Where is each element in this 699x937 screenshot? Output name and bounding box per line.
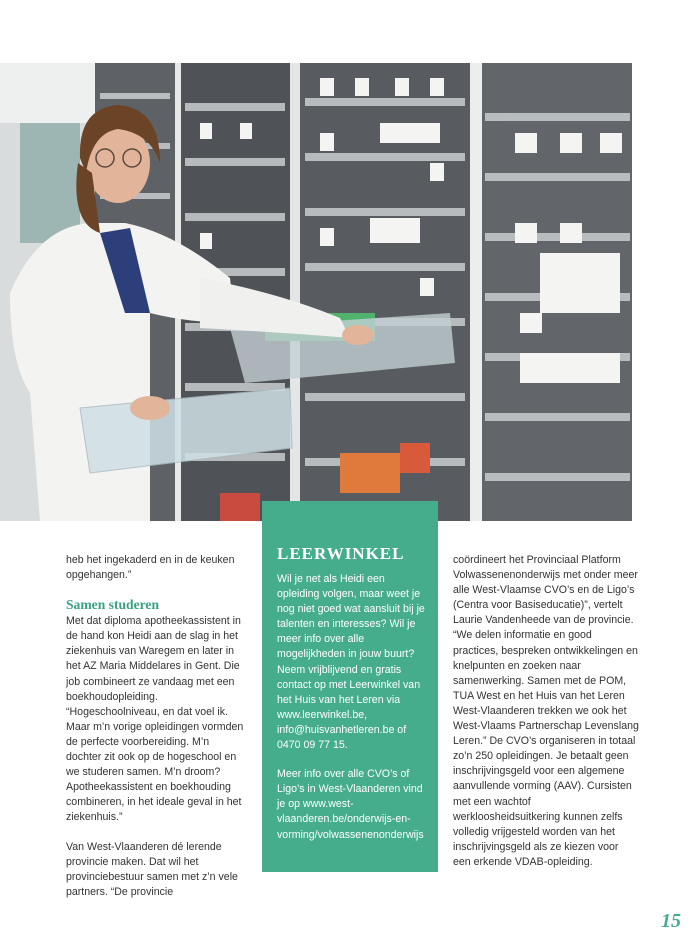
pharmacy-photo: [0, 63, 632, 521]
paragraph: Van West-Vlaanderen dé lerende provincie maken. Dat wil het provinciebestuur samen met z’n vele partners. “De provincie: [66, 840, 238, 898]
paragraph: coördineert het Provinciaal Platform Volwassenenonderwijs met onder meer alle West-Vlaamse CVO’s en de Ligo’s (Centra voor Basiseducatie)”, vertelt Laurie Vandenheede van de provincie. “We delen informatie en good practices, bespreken ontwikkelingen en knelpunten en zoeken naar samenwerking. Samen met de POM, TUA West en het Huis van het Leren West-Vlaanderen trekken we ook het West-Vlaams Partnerschap Levenslang Leren.” De CVO’s organiseren in totaal zo’n 250 opleidingen. Je betaalt geen inschrijvingsgeld voor een algemene aanvullende vorming (AAV). Cursisten met een wachtof werkloosheidsuitkering kunnen zelfs volledig vrijgesteld worden van het inschrijvingsgeld als ze kiezen voor een erkende VDAB-opleiding.: [453, 554, 639, 868]
paragraph: Met dat diploma apotheekassistent in de hand kon Heidi aan de slag in het ziekenhuis van Waregem en later in het AZ Maria Middelares in Gent. Die job combineert ze vandaag met een boekhoudopleiding. “Hogeschoolniveau, en dat voel ik. Maar m’n vorige opleidingen vormden de perfecte voorbereiding. M’n dochter zit ook op de hogeschool en we studeren samen. M’n droom? Apotheekassistent en boekhouding combineren, in het ideale geval in het ziekenhuis.”: [66, 615, 244, 824]
leerwinkel-box: [262, 501, 438, 872]
box-paragraph: Meer info over alle CVO’s of Ligo’s in West-Vlaanderen vind je op www.west-vlaanderen.be/onderwijs-en-vorming/volwassenenonderwijs: [277, 768, 424, 841]
photo-illustration: [0, 63, 632, 521]
subheading: Samen studeren: [66, 597, 160, 613]
box-paragraph: Wil je net als Heidi een opleiding volgen, maar weet je nog niet goed wat aansluit bij je talenten en interesses? Wil je meer info over alle mogelijkheden in jouw buurt? Neem vrijblijvend en gratis contact op met Leerwinkel van het Huis van het Leren via www.leerwinkel.be, info@huisvanhetleren.be of 0470 09 77 15.: [277, 573, 425, 752]
box-title: LEERWINKEL: [277, 544, 405, 563]
paragraph: heb het ingekaderd en in de keuken opgehangen.”: [66, 554, 235, 582]
page-number: 15: [661, 910, 681, 932]
column-right: [453, 553, 639, 884]
column-left: [66, 553, 246, 914]
